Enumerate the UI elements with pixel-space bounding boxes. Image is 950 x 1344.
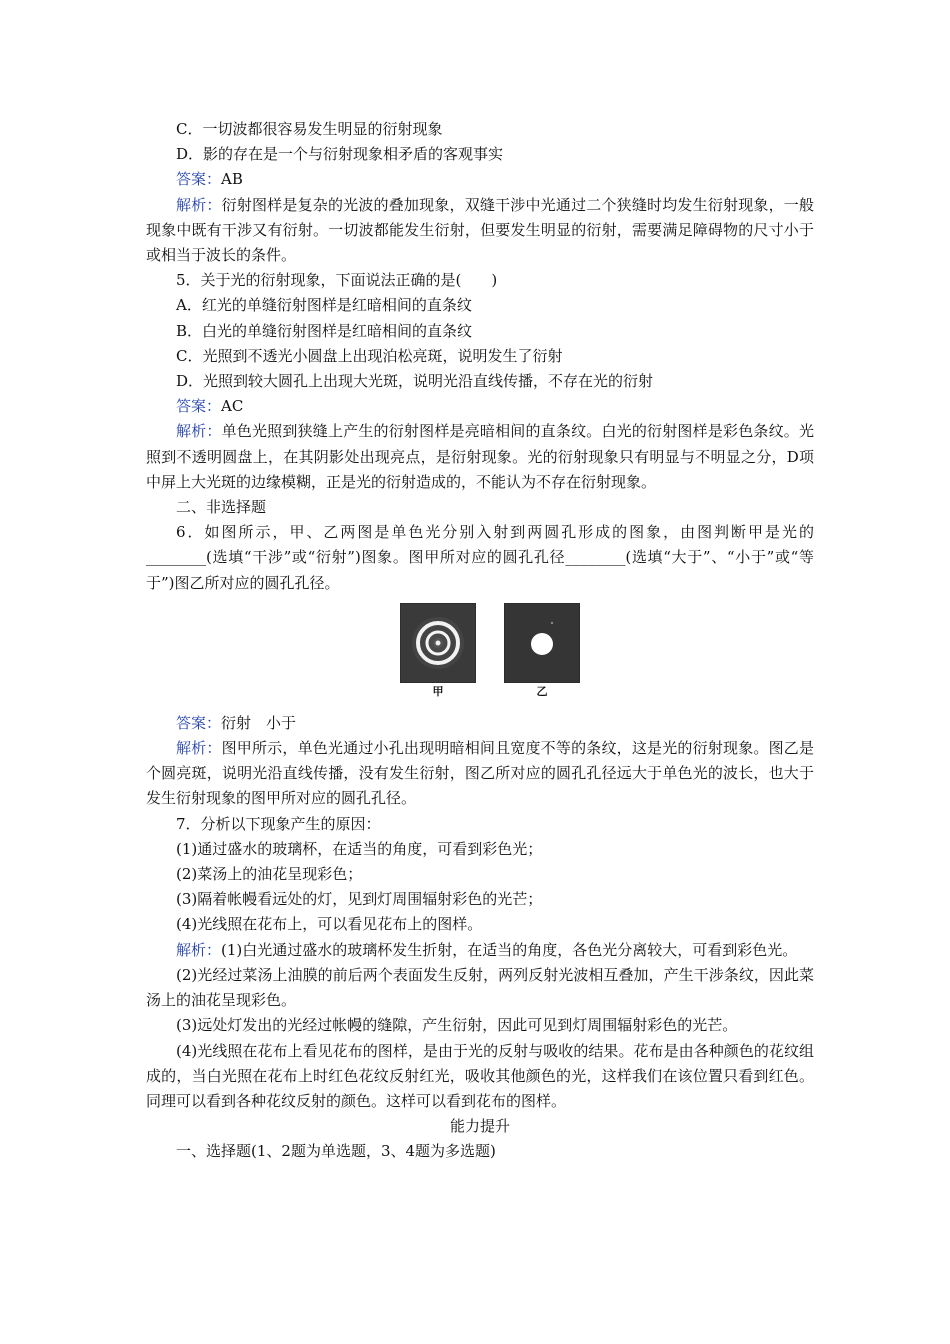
document-page bbox=[146, 117, 814, 1165]
analysis-label: 解析： bbox=[176, 739, 222, 758]
q6-analysis bbox=[146, 736, 814, 812]
q5-option-b: B．白光的单缝衍射图样是红暗相间的直条纹 bbox=[176, 321, 473, 340]
q5-answer bbox=[146, 394, 814, 419]
answer-label: 答案： bbox=[176, 713, 222, 732]
answer-value: 衍射 小于 bbox=[221, 713, 297, 732]
q7-analysis-2: (2)光经过菜汤上油膜的前后两个表面发生反射，两列反射光波相互叠加，产生干涉条纹，因此菜汤上的油花呈现彩色。 bbox=[146, 965, 814, 1010]
q7-analysis-4: (4)光线照在花布上看见花布的图样，是由于光的反射与吸收的结果。花布是由各种颜色的花纹组成的，当白光照在花布上时红色花纹反射红光，吸收其他颜色的光，这样我们在该位置只看到红色。同理可以看到各种花纹反射的颜色。这样可以看到花布的图样。 bbox=[146, 1041, 814, 1110]
q6-figure bbox=[146, 603, 814, 707]
q7-analysis-3: (3)远处灯发出的光经过帐幔的缝隙，产生衍射，因此可见到灯周围辐射彩色的光芒。 bbox=[176, 1016, 738, 1035]
figure-jia bbox=[400, 603, 476, 698]
analysis-text: 图甲所示，单色光通过小孔出现明暗相间且宽度不等的条纹，这是光的衍射现象。图乙是个圆亮斑，说明光沿直线传播，没有发生衍射，图乙所对应的圆孔孔径远大于单色光的波长，也大于发生衍射现象的图甲所对应的圆孔孔径。 bbox=[146, 739, 814, 808]
analysis-label: 解析： bbox=[176, 422, 222, 441]
q6-answer bbox=[146, 711, 814, 736]
q7-item-2: (2)菜汤上的油花呈现彩色； bbox=[176, 865, 363, 884]
analysis-text: 单色光照到狭缝上产生的衍射图样是亮暗相间的直条纹。白光的衍射图样是彩色条纹。光照到不透明圆盘上，在其阴影处出现亮点，是衍射现象。光的衍射现象只有明显与不明显之分，D项中屏上大光斑的边缘模糊，正是光的衍射造成的，不能认为不存在衍射现象。 bbox=[146, 422, 814, 491]
bright-spot-image bbox=[504, 603, 580, 683]
answer-label: 答案： bbox=[176, 397, 222, 416]
figure-yi-caption: 乙 bbox=[536, 684, 548, 698]
diffraction-rings-image bbox=[400, 603, 476, 683]
q7-item-3: (3)隔着帐幔看远处的灯，见到灯周围辐射彩色的光芒； bbox=[176, 890, 543, 909]
answer-label: 答案： bbox=[176, 170, 222, 189]
q4-option-c: C．一切波都很容易发生明显的衍射现象 bbox=[176, 120, 443, 138]
q5-option-c: C．光照到不透光小圆盘上出现泊松亮斑，说明发生了衍射 bbox=[176, 346, 563, 365]
q7-item-1: (1)通过盛水的玻璃杯，在适当的角度，可看到彩色光； bbox=[176, 839, 543, 858]
analysis-text: (1)白光通过盛水的玻璃杯发生折射，在适当的角度，各色光分离较大，可看到彩色光。 bbox=[221, 940, 798, 959]
figure-yi bbox=[504, 603, 580, 698]
section-3-subtitle: 一、选择题(1、2题为单选题，3、4题为多选题) bbox=[176, 1142, 496, 1161]
q7-analysis-1 bbox=[146, 938, 814, 963]
answer-value: AC bbox=[221, 397, 244, 416]
q5-option-a: A．红光的单缝衍射图样是红暗相间的直条纹 bbox=[176, 296, 472, 315]
q4-option-d: D．影的存在是一个与衍射现象相矛盾的客观事实 bbox=[176, 145, 504, 164]
section-3-title: 能力提升 bbox=[449, 1117, 510, 1136]
q5-option-d: D．光照到较大圆孔上出现大光斑，说明光沿直线传播，不存在光的衍射 bbox=[176, 372, 654, 391]
analysis-text: 衍射图样是复杂的光波的叠加现象，双缝干涉中光通过二个狭缝时均发生衍射现象，一般现象中既有干涉又有衍射。一切波都能发生衍射，但要发生明显的衍射，需要满足障碍物的尺寸小于或相当于波长的条件。 bbox=[146, 195, 814, 265]
analysis-label: 解析： bbox=[176, 940, 222, 959]
q5-stem: 5．关于光的衍射现象，下面说法正确的是( ) bbox=[176, 271, 498, 290]
q4-analysis bbox=[146, 193, 814, 269]
analysis-label: 解析： bbox=[176, 195, 222, 214]
q5-analysis bbox=[146, 419, 814, 495]
q6-stem: 6．如图所示，甲、乙两图是单色光分别入射到两圆孔形成的图象，由图判断甲是光的________(选填“干涉”或“衍射”)图象。图甲所对应的圆孔孔径________(选填“大于”、“小于”或“等于”)图乙所对应的圆孔孔径。 bbox=[146, 523, 814, 592]
q7-item-4: (4)光线照在花布上，可以看见花布上的图样。 bbox=[176, 915, 483, 934]
figure-jia-caption: 甲 bbox=[432, 684, 444, 698]
q7-stem: 7．分析以下现象产生的原因： bbox=[176, 814, 381, 833]
section-2-title: 二、非选择题 bbox=[176, 498, 267, 517]
answer-value: AB bbox=[221, 170, 243, 189]
q4-answer bbox=[146, 167, 814, 192]
